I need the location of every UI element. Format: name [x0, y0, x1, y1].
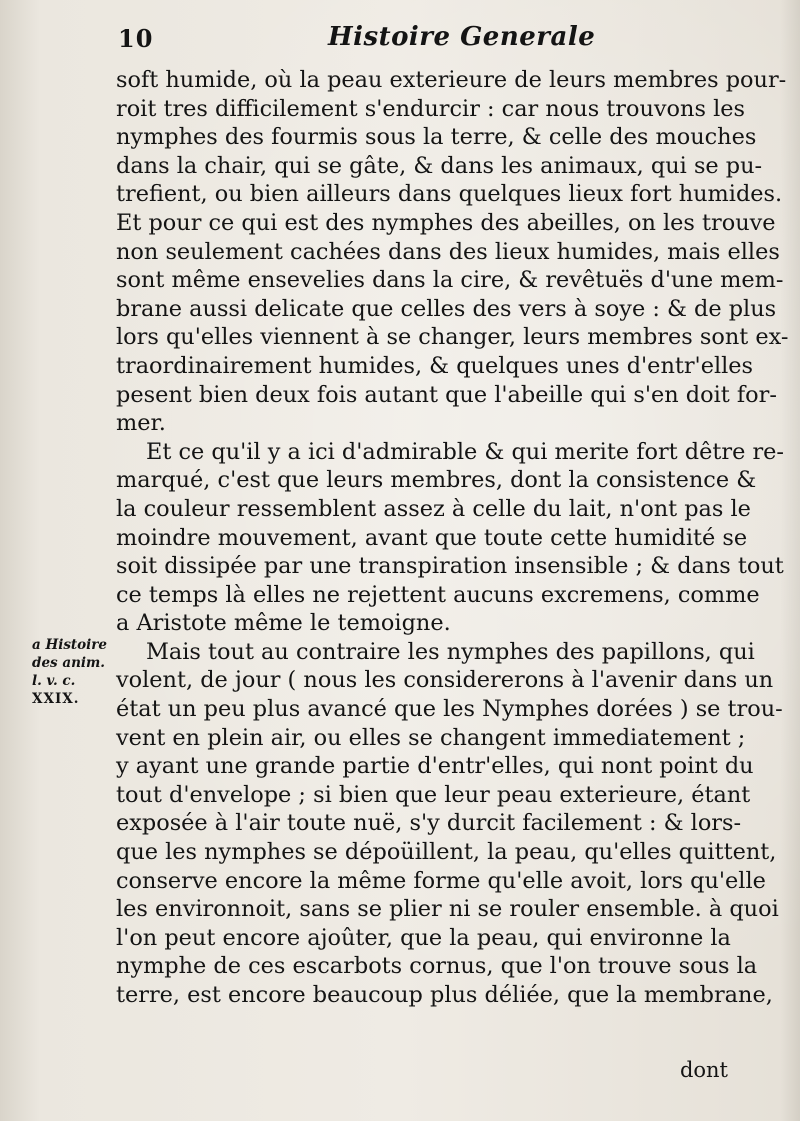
text-line: état un peu plus avancé que les Nymphes dorées ) se trou- [116, 696, 783, 723]
page-header [118, 18, 728, 62]
text-line: la couleur ressemblent assez à celle du lait, n'ont pas le [116, 495, 751, 522]
text-line: roit tres difficilement s'endurcir : car nous trouvons les [116, 95, 745, 122]
text-line: marqué, c'est que leurs membres, dont la consistence & [116, 467, 757, 494]
margin-note-line: des anim. [32, 655, 106, 671]
text-line: soft humide, où la peau exterieure de leurs membres pour- [116, 67, 787, 93]
text-line: moindre mouvement, avant que toute cette humidité se [116, 524, 748, 551]
margin-note-line: XXIX. [32, 691, 80, 707]
text-line: Mais tout au contraire les nymphes des papillons, qui [146, 638, 755, 665]
text-line: nymphe de ces escarbots cornus, que l'on trouve sous la [116, 953, 758, 980]
text-line: brane aussi delicate que celles des vers à soye : & de plus [116, 295, 777, 322]
text-line: tout d'envelope ; si bien que leur peau exterieure, étant [116, 781, 751, 808]
text-line: dans la chair, qui se gâte, & dans les animaux, qui se pu- [116, 152, 763, 179]
text-line: Et ce qu'il y a ici d'admirable & qui merite fort dêtre re- [146, 438, 784, 465]
text-line: conserve encore la même forme qu'elle avoit, lors qu'elle [116, 867, 766, 894]
text-line: l'on peut encore ajoûter, que la peau, qui environne la [116, 924, 731, 951]
text-line: Et pour ce qui est des nymphes des abeilles, on les trouve [116, 209, 776, 236]
text-line: ce temps là elles ne rejettent aucuns excremens, comme [116, 581, 760, 608]
text-line: sont même ensevelies dans la cire, & revêtuës d'une mem- [116, 267, 784, 294]
margin-note-line: a Histoire [32, 637, 108, 653]
text-line: y ayant une grande partie d'entr'elles, qui nont point du [116, 753, 754, 780]
page-number: 10 [118, 24, 154, 53]
text-line: les environnoit, sans se plier ni se rouler ensemble. à quoi [116, 896, 779, 923]
text-line: que les nymphes se dépoüillent, la peau, qu'elles quittent, [116, 839, 777, 866]
text-line: trefient, ou bien ailleurs dans quelques lieux fort humides. [116, 181, 783, 208]
text-line: terre, est encore beaucoup plus déliée, que la membrane, [116, 982, 773, 1008]
text-line: nymphes des fourmis sous la terre, & celle des mouches [116, 124, 757, 151]
text-line: pesent bien deux fois autant que l'abeille qui s'en doit for- [116, 381, 777, 408]
margin-note [32, 636, 122, 708]
text-line: a Aristote même le temoigne. [116, 610, 451, 637]
text-line: traordinairement humides, & quelques unes d'entr'elles [116, 352, 754, 379]
margin-note-line: l. v. c. [32, 673, 76, 689]
text-line: mer. [116, 410, 166, 437]
text-line: volent, de jour ( nous les considererons à l'avenir dans un [116, 667, 774, 694]
text-line: non seulement cachées dans des lieux humides, mais elles [116, 238, 780, 265]
body-text [116, 66, 789, 1010]
catchword: dont [679, 1058, 728, 1082]
text-line: vent en plein air, ou elles se changent immediatement ; [116, 724, 746, 751]
text-line: lors qu'elles viennent à se changer, leurs membres sont ex- [116, 324, 789, 351]
text-line: exposée à l'air toute nuë, s'y durcit facilement : & lors- [116, 810, 742, 837]
text-line: soit dissipée par une transpiration insensible ; & dans tout [116, 553, 784, 580]
running-title: Histoire Generale [328, 22, 596, 52]
